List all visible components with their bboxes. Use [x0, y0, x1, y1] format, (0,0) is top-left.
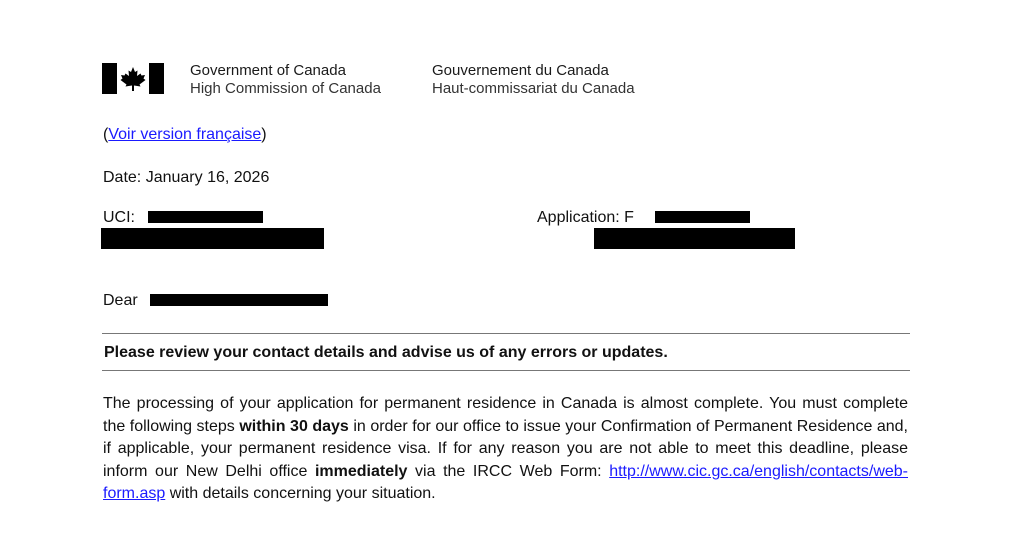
maple-leaf-icon: [119, 66, 147, 92]
canada-flag-icon: [102, 63, 164, 94]
open-paren: (: [103, 126, 109, 143]
french-version-link[interactable]: Voir version française: [108, 126, 262, 143]
contact-notice: Please review your contact details and advise us of any errors or updates.: [104, 344, 668, 361]
header-english: [190, 62, 381, 98]
body-text-2: in order for our office to issue your Confirmation of Permanent Residence and, if applicable, your permanent residence visa. If for any reason you are not able to meet this deadline, please inform our New Delhi office: [103, 417, 909, 480]
uci-redaction: [148, 211, 263, 223]
gov-name-fr: Gouvernement du Canada: [432, 62, 609, 79]
uci-field: [103, 207, 135, 229]
language-toggle: [103, 124, 267, 146]
body-text-3: via the IRCC Web Form:: [407, 462, 610, 480]
deadline-emphasis: within 30 days: [239, 417, 349, 435]
recipient-name-redaction: [150, 294, 328, 306]
body-paragraph: [103, 393, 908, 506]
web-form-link[interactable]: http://www.cic.gc.ca/english/contacts/web-form.asp: [103, 462, 908, 502]
bottom-divider: [102, 370, 910, 371]
application-redaction: [655, 211, 750, 223]
close-paren: ): [261, 126, 267, 143]
letter-date: [103, 167, 269, 189]
date-label: Date:: [103, 169, 142, 186]
body-text-1: The processing of your application for permanent residence in Canada is almost complete. You must complete the following steps: [103, 395, 908, 435]
application-prefix: F: [624, 209, 634, 226]
uci-label: UCI:: [103, 209, 135, 226]
address-redaction-block: [594, 228, 795, 249]
flag-right-bar: [149, 63, 164, 94]
header-french: [432, 62, 635, 98]
body-text-4: with details concerning your situation.: [165, 485, 436, 502]
date-value: January 16, 2026: [145, 169, 270, 186]
name-redaction-block: [101, 228, 324, 249]
salutation-label: Dear: [103, 292, 138, 309]
application-label: Application:: [537, 209, 620, 226]
application-field: [537, 207, 634, 229]
salutation: [103, 290, 138, 312]
top-divider: [102, 333, 910, 334]
flag-left-bar: [102, 63, 117, 94]
office-name-en: High Commission of Canada: [190, 80, 381, 97]
office-name-fr: Haut-commissariat du Canada: [432, 80, 635, 97]
urgency-emphasis: immediately: [314, 462, 408, 480]
gov-name-en: Government of Canada: [190, 62, 346, 79]
